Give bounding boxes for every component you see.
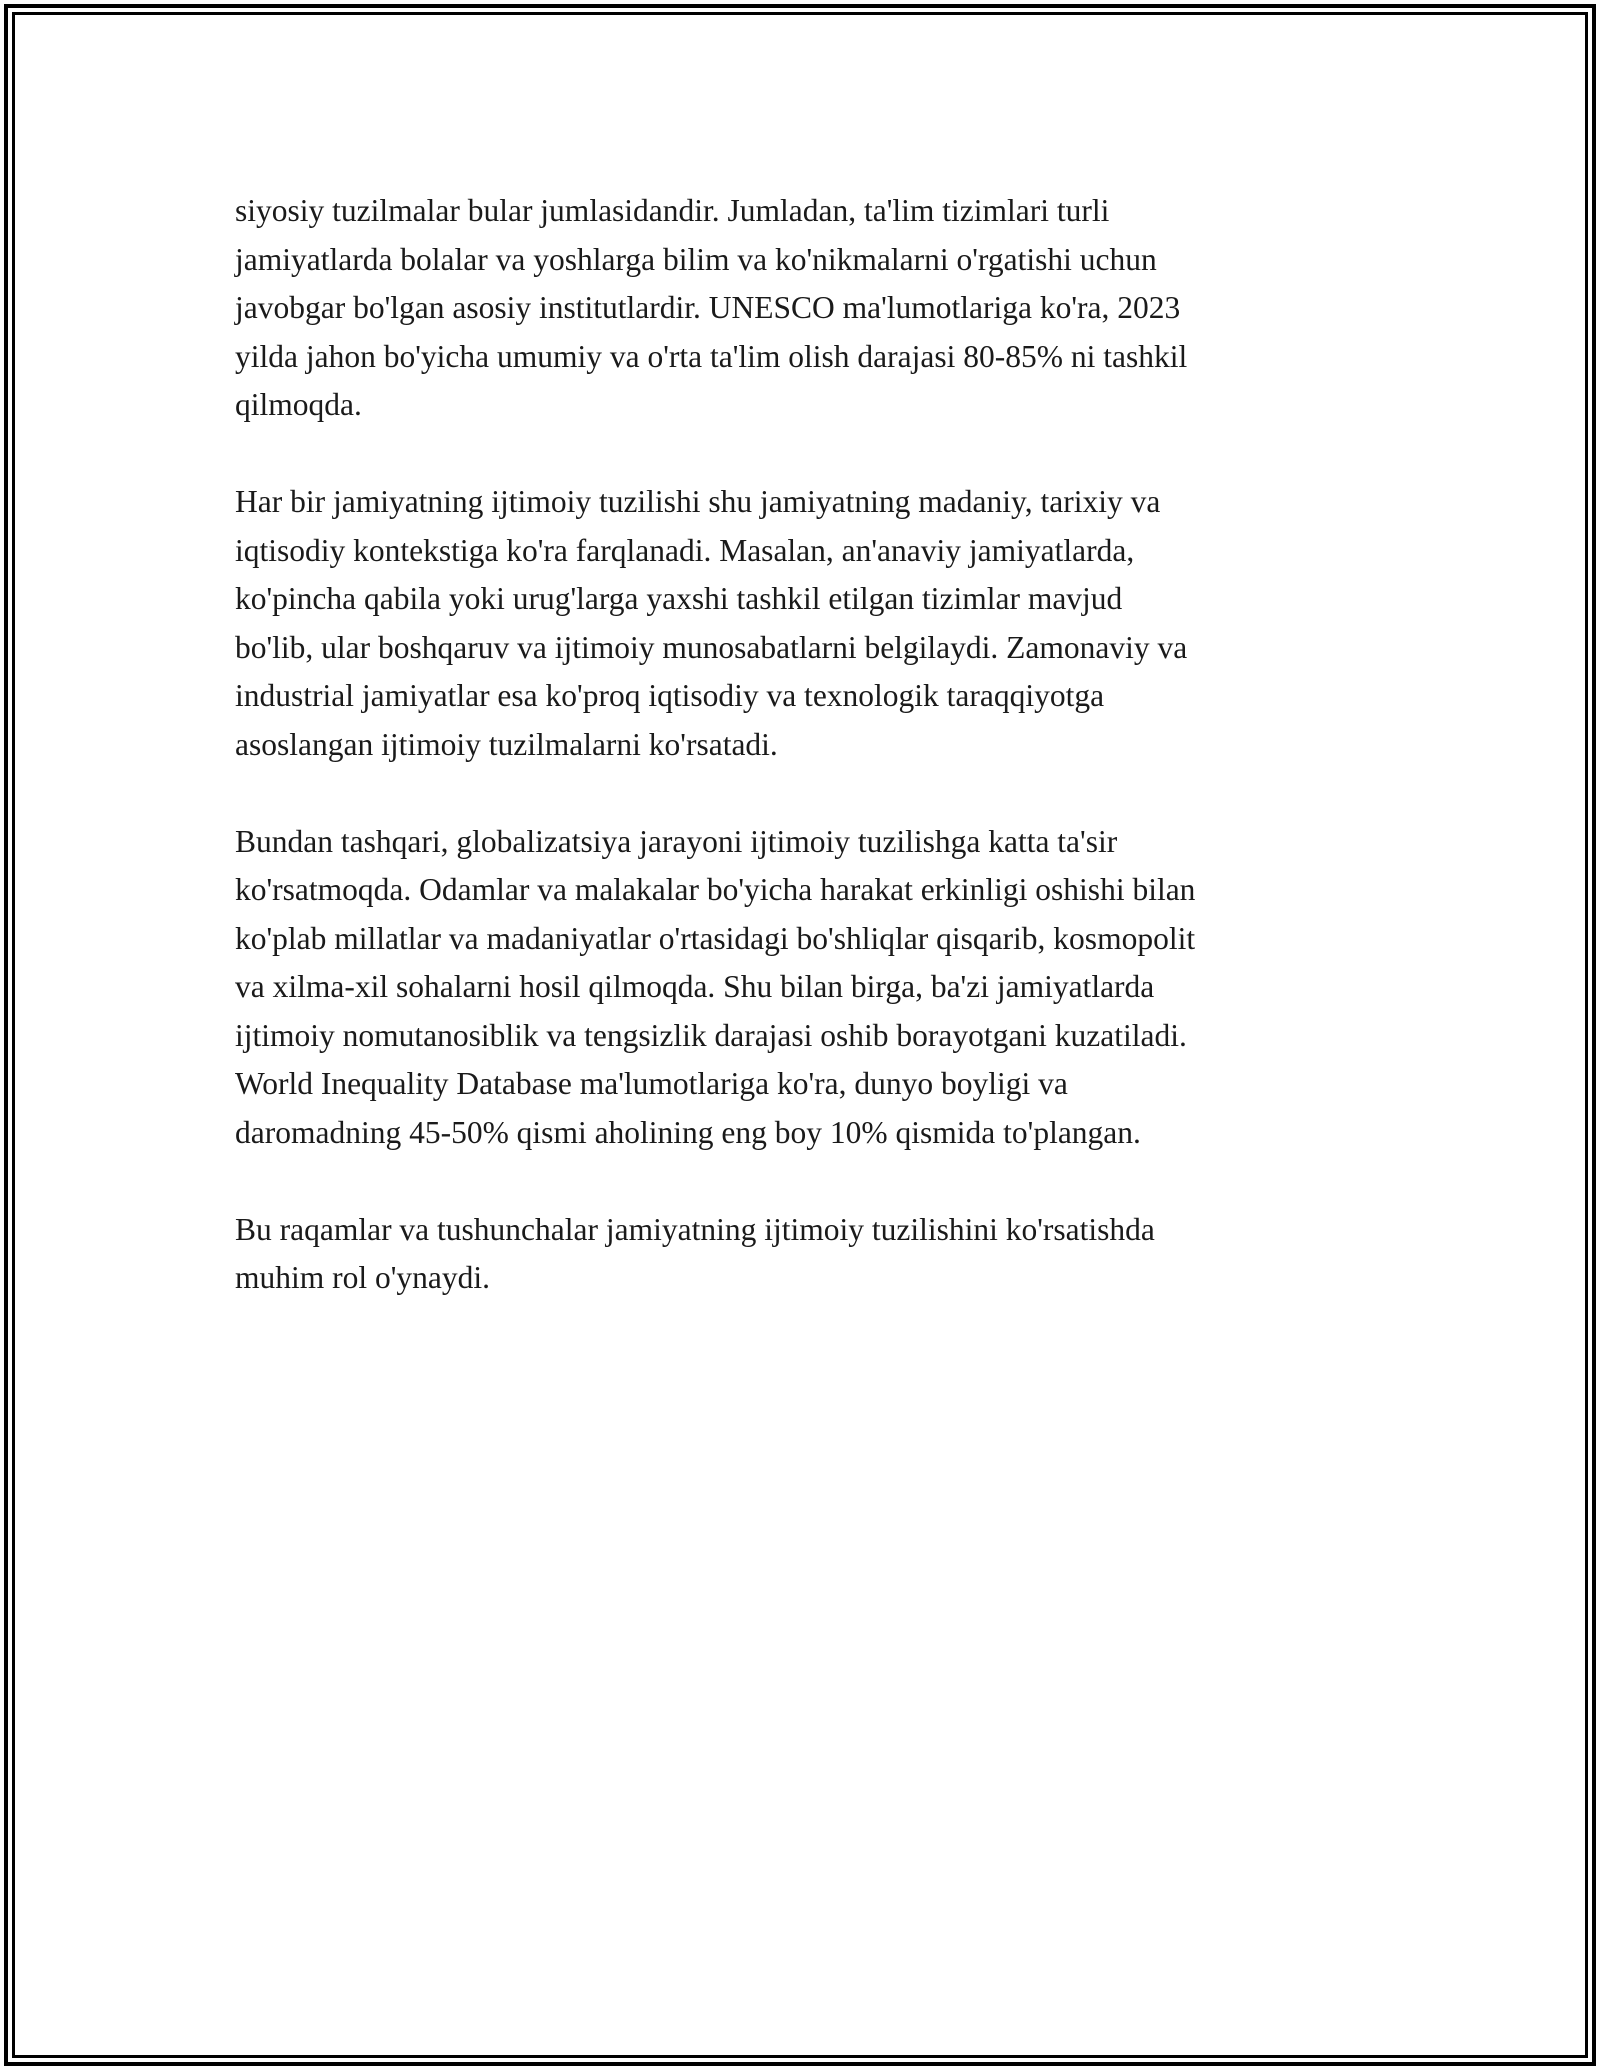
text-line: daromadning 45-50% qismi aholining eng boy 10% qismida to'plangan.	[235, 1114, 1141, 1150]
text-line: World Inequality Database ma'lumotlariga ko'ra, dunyo boyligi va	[235, 1066, 1068, 1101]
text-line: siyosiy tuzilmalar bular jumlasidandir. Jumladan, ta'lim tizimlari turli	[235, 193, 1110, 228]
text-line: asoslangan ijtimoiy tuzilmalarni ko'rsatadi.	[235, 726, 778, 762]
text-line: Bundan tashqari, globalizatsiya jarayoni ijtimoiy tuzilishga katta ta'sir	[235, 823, 1118, 859]
text-line: jamiyatlarda bolalar va yoshlarga bilim va ko'nikmalarni o'rgatishi uchun	[235, 241, 1157, 277]
paragraph-1	[235, 187, 1375, 430]
text-line: ko'rsatmoqda. Odamlar va malakalar bo'yicha harakat erkinligi oshishi bilan	[235, 872, 1196, 907]
text-line: qilmoqda.	[235, 387, 362, 422]
text-line: bo'lib, ular boshqaruv va ijtimoiy munosabatlarni belgilaydi. Zamonaviy va	[235, 629, 1188, 665]
text-line: va xilma-xil sohalarni hosil qilmoqda. Shu bilan birga, ba'zi jamiyatlarda	[235, 969, 1155, 1004]
text-line: yilda jahon bo'yicha umumiy va o'rta ta'lim olish darajasi 80-85% ni tashkil	[235, 338, 1188, 374]
text-line: muhim rol o'ynaydi.	[235, 1260, 491, 1295]
text-line: Bu raqamlar va tushunchalar jamiyatning ijtimoiy tuzilishini ko'rsatishda	[235, 1211, 1155, 1247]
text-line: ko'plab millatlar va madaniyatlar o'rtasidagi bo'shliqlar qisqarib, kosmopolit	[235, 920, 1196, 956]
text-line: iqtisodiy kontekstiga ko'ra farqlanadi. Masalan, an'anaviy jamiyatlarda,	[235, 532, 1135, 568]
paragraph-2	[235, 478, 1375, 769]
paragraph-4	[235, 1206, 1375, 1303]
text-line: ko'pincha qabila yoki urug'larga yaxshi tashkil etilgan tizimlar mavjud	[235, 581, 1123, 616]
paragraph-3	[235, 818, 1375, 1158]
document-body	[235, 187, 1375, 1351]
text-line: ijtimoiy nomutanosiblik va tengsizlik darajasi oshib borayotgani kuzatiladi.	[235, 1017, 1187, 1053]
text-line: Har bir jamiyatning ijtimoiy tuzilishi shu jamiyatning madaniy, tarixiy va	[235, 484, 1161, 519]
text-line: industrial jamiyatlar esa ko'proq iqtisodiy va texnologik taraqqiyotga	[235, 678, 1105, 713]
text-line: javobgar bo'lgan asosiy institutlardir. UNESCO ma'lumotlariga ko'ra, 2023	[235, 290, 1181, 325]
